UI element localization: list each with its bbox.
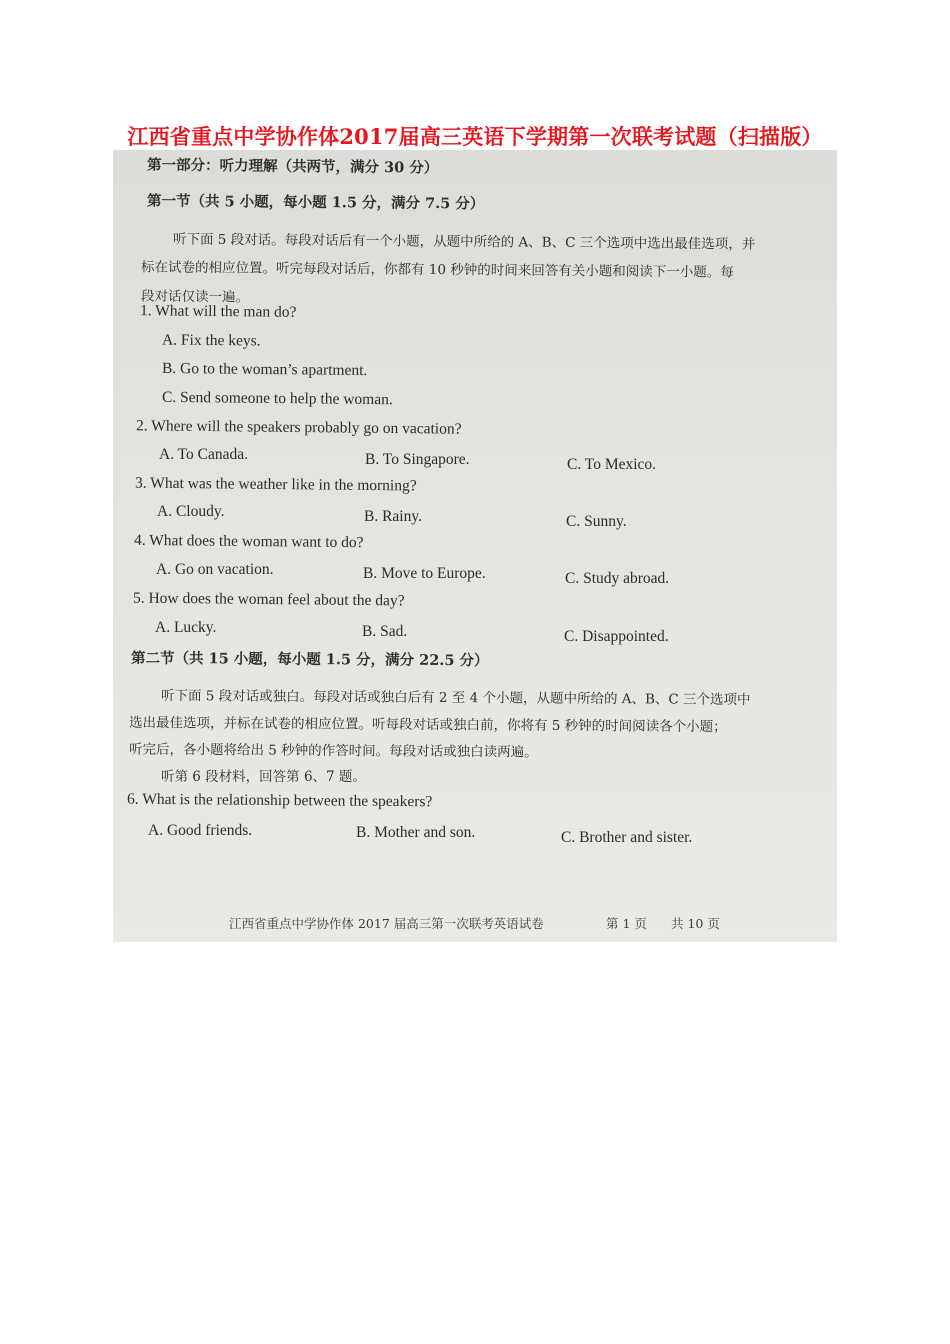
question-stem: 2. Where will the speakers probably go on vacation? — [135, 417, 462, 438]
question-option: C. To Mexico. — [567, 456, 657, 473]
footer-exam-name: 江西省重点中学协作体 2017 届高三第一次联考英语试卷 — [229, 916, 544, 931]
section2-instruction-line: 听完后，各小题将给出 5 秒钟的作答时间。每段对话或独白读两遍。 — [128, 741, 538, 761]
question-stem: 6. What is the relationship between the speakers? — [126, 790, 433, 811]
section2-heading: 第二节（共 15 小题，每小题 1.5 分，满分 22.5 分） — [130, 649, 489, 670]
section2-instruction-line: 听下面 5 段对话或独白。每段对话或独白后有 2 至 4 个小题，从题中所给的 A、B、C 三个选项中 — [160, 687, 751, 709]
scanned-exam-page — [113, 150, 837, 942]
question-stem: 4. What does the woman want to do? — [133, 531, 364, 552]
question-option: C. Disappointed. — [564, 628, 669, 645]
question-option: C. Brother and sister. — [561, 829, 693, 846]
question-option: B. Mother and son. — [356, 824, 476, 841]
question-option: A. Cloudy. — [157, 503, 225, 520]
question-option: C. Study abroad. — [565, 570, 670, 587]
question-option: A. Lucky. — [155, 619, 217, 636]
question-option: B. Sad. — [362, 623, 408, 640]
question-option: B. Go to the woman’s apartment. — [161, 359, 368, 380]
question-stem: 5. How does the woman feel about the day? — [132, 589, 405, 610]
section1-instruction-line: 段对话仅读一遍。 — [140, 288, 250, 306]
document-title: 江西省重点中学协作体2017届高三英语下学期第一次联考试题（扫描版） — [127, 124, 823, 149]
footer-total-pages: 共 10 页 — [671, 916, 720, 931]
question-stem: 3. What was the weather like in the morning? — [134, 474, 417, 495]
question-option: C. Send someone to help the woman. — [161, 388, 393, 409]
section2-instruction-line: 选出最佳选项，并标在试卷的相应位置。听每段对话或独白前，你将有 5 秒钟的时间阅读各个小题； — [128, 714, 727, 736]
question-option: B. Rainy. — [364, 508, 422, 525]
material-note: 听第 6 段材料，回答第 6、7 题。 — [161, 769, 366, 785]
section1-heading: 第一节（共 5 小题，每小题 1.5 分，满分 7.5 分） — [146, 192, 485, 213]
section1-instruction-line: 标在试卷的相应位置。听完每段对话后，你都有 10 秒钟的时间来回答有关小题和阅读下一小题。每 — [140, 259, 734, 281]
question-option: B. Move to Europe. — [363, 565, 486, 582]
question-option: A. Good friends. — [148, 822, 253, 839]
question-option: A. To Canada. — [159, 446, 249, 463]
question-option: C. Sunny. — [566, 513, 627, 530]
footer-page-number: 第 1 页 — [606, 916, 647, 931]
question-option: B. To Singapore. — [365, 451, 470, 468]
part-heading: 第一部分：听力理解（共两节，满分 30 分） — [146, 156, 439, 177]
question-stem: 1. What will the man do? — [139, 302, 297, 321]
question-option: A. Fix the keys. — [161, 331, 261, 350]
section1-instruction-line: 听下面 5 段对话。每段对话后有一个小题，从题中所给的 A、B、C 三个选项中选出最佳选项，并 — [172, 231, 756, 253]
question-option: A. Go on vacation. — [156, 561, 274, 578]
